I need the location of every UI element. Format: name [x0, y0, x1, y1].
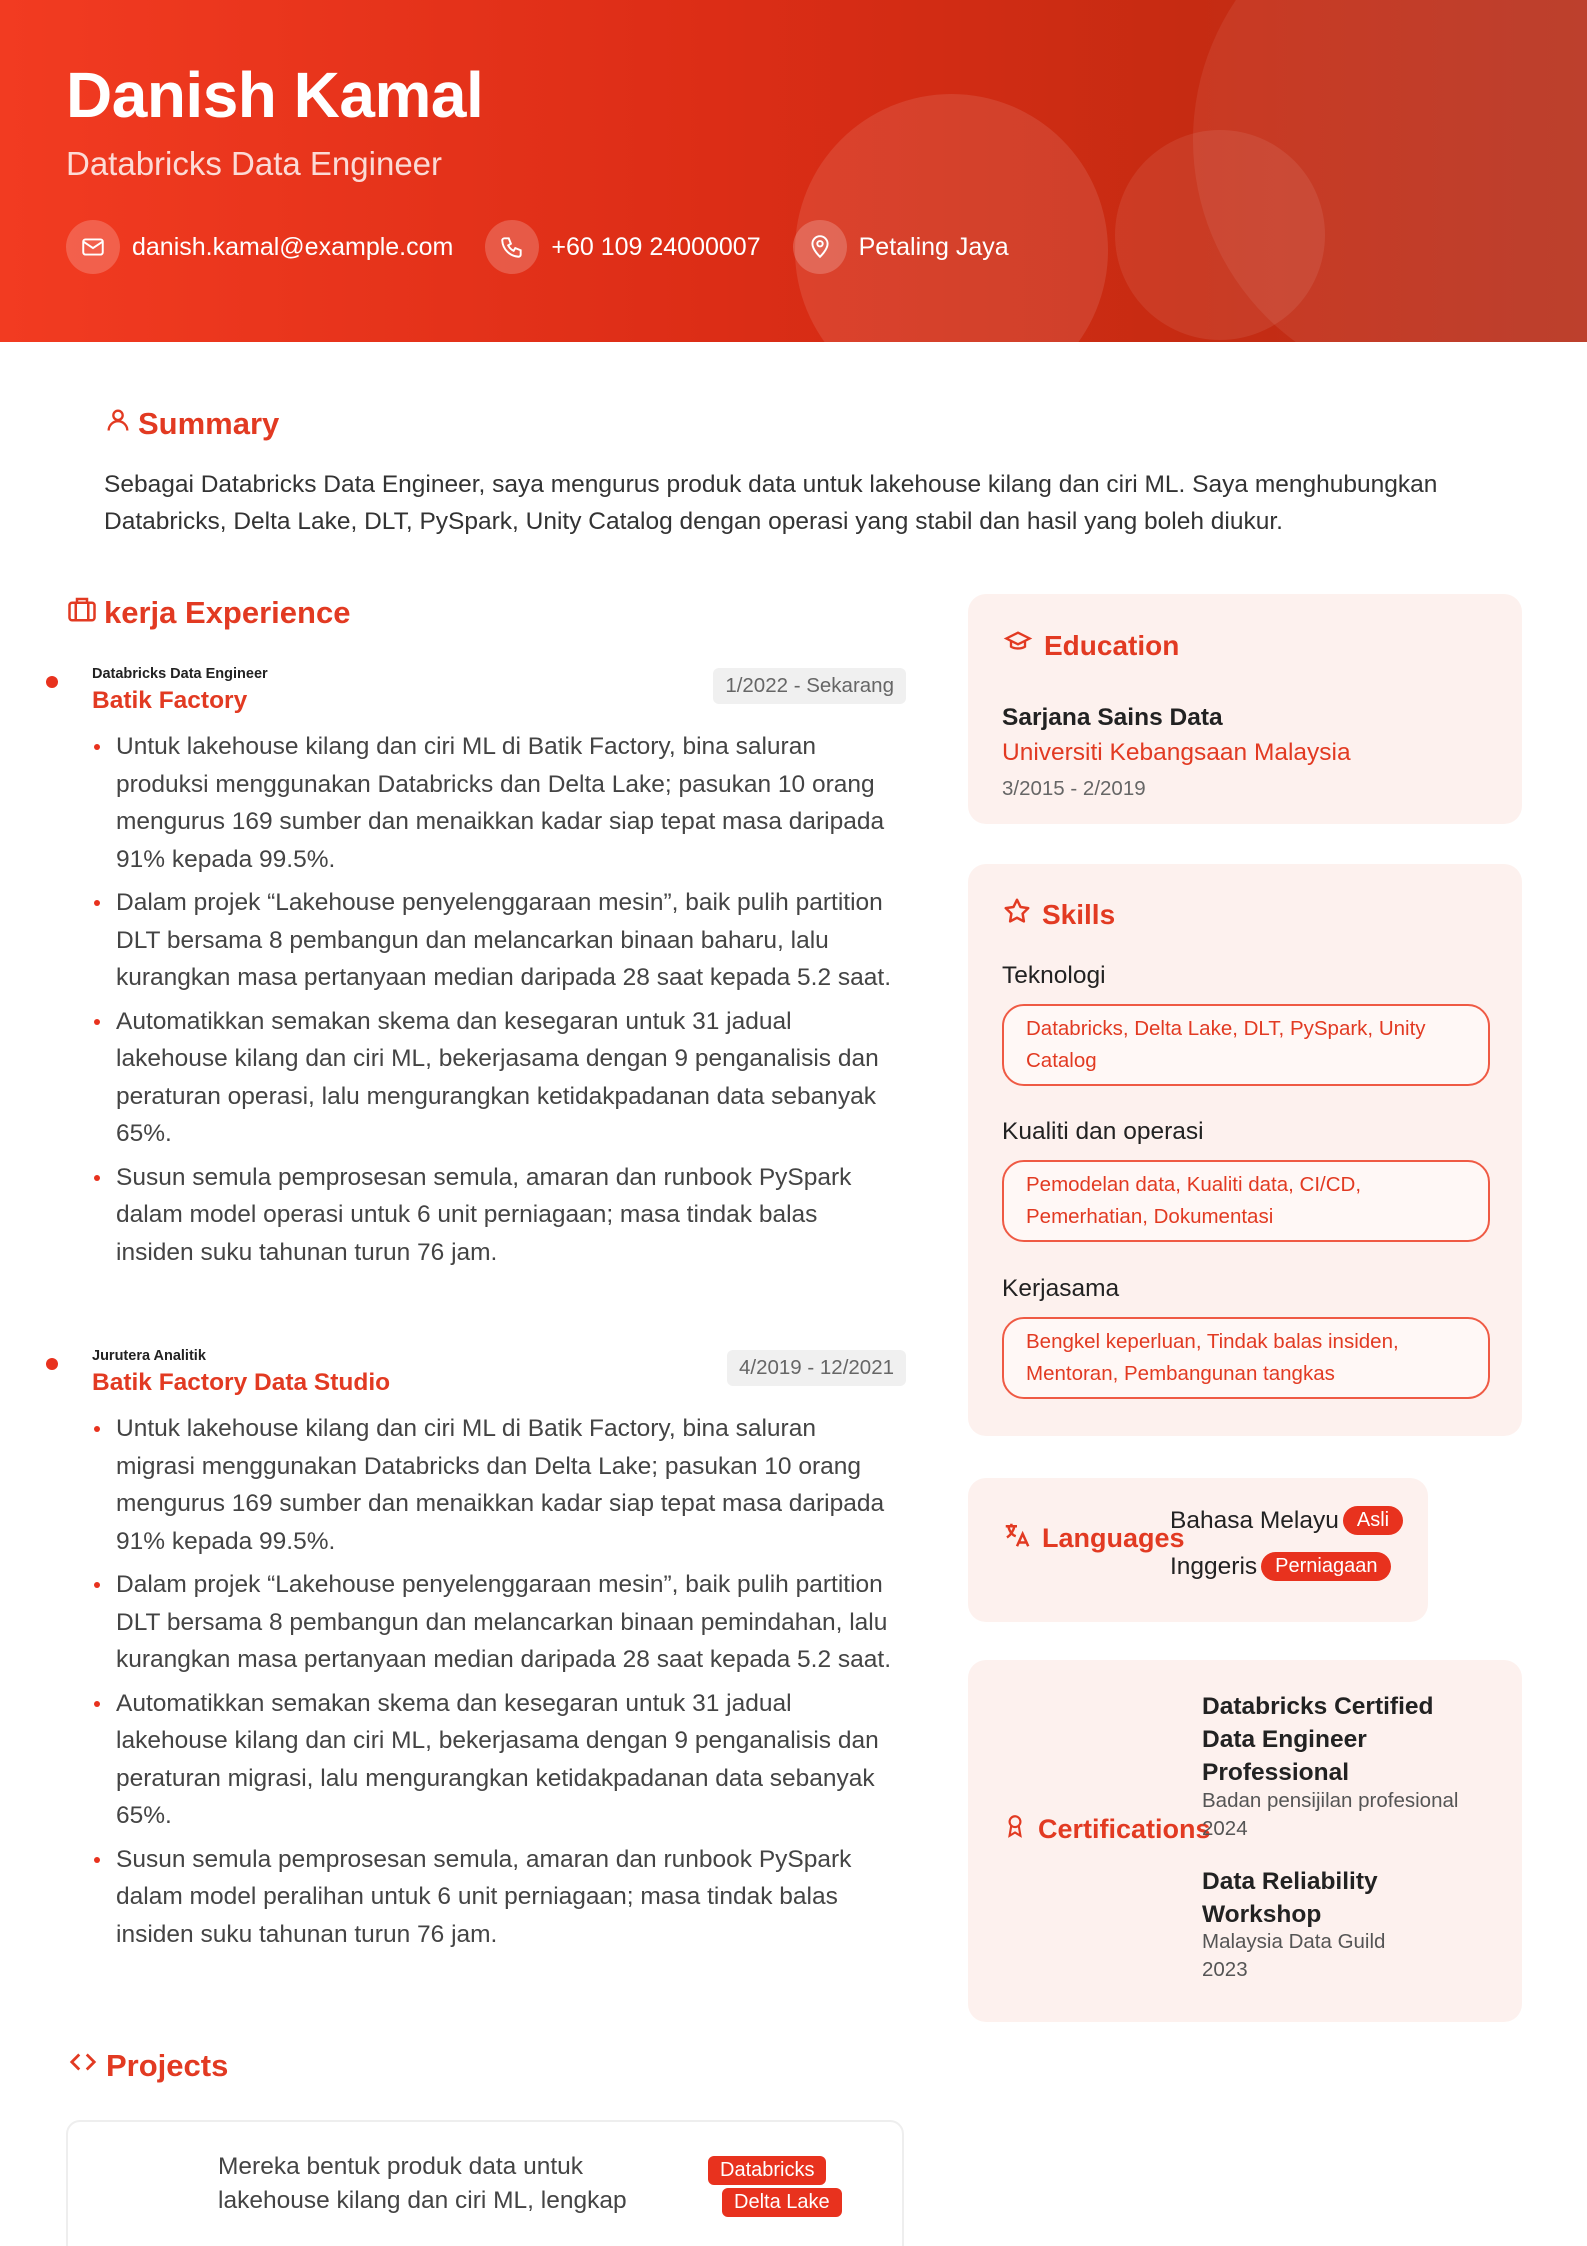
- job-bullet: Untuk lakehouse kilang dan ciri ML di Batik Factory, bina saluran produksi menggunakan Databricks dan Delta Lake; pasukan 10 orang mengurus 169 sumber dan menaikkan kadar siap tepat masa daripada 91% kepada 99.5%.: [92, 728, 892, 878]
- timeline-dot: [46, 676, 58, 688]
- job-entry: [46, 665, 906, 1315]
- skills-heading: Skills: [1002, 896, 1115, 933]
- job-bullet: Untuk lakehouse kilang dan ciri ML di Batik Factory, bina saluran migrasi menggunakan Databricks dan Delta Lake; pasukan 10 orang mengurus 169 sumber dan menaikkan kadar siap tepat masa daripada 91% kepada 99.5%.: [92, 1410, 892, 1560]
- certification-issuer: Badan pensijilan profesional: [1202, 1789, 1459, 1812]
- summary-heading: Summary: [104, 406, 279, 442]
- language-item: [1170, 1506, 1403, 1535]
- location-text: Petaling Jaya: [858, 232, 1009, 261]
- decorative-circle: [795, 94, 1108, 342]
- job-role: Databricks Data Engineer: [92, 666, 268, 682]
- contact-phone[interactable]: [485, 220, 760, 274]
- certifications-card: [968, 1660, 1522, 2022]
- job-entry: [46, 1347, 906, 1997]
- job-dates: 4/2019 - 12/2021: [727, 1350, 906, 1386]
- certification-name: Databricks Certified Data Engineer Professional: [1202, 1693, 1434, 1786]
- project-card: [66, 2120, 904, 2246]
- skill-category: Kerjasama: [1002, 1275, 1120, 1302]
- skills-card: [968, 864, 1522, 1436]
- languages-heading: Languages: [1002, 1520, 1185, 1557]
- languages-card: [968, 1478, 1428, 1622]
- education-degree: Sarjana Sains Data: [1002, 704, 1223, 731]
- job-bullet: Dalam projek “Lakehouse penyelenggaraan mesin”, baik pulih partition DLT bersama 8 pembangun dan melancarkan binaan baharu, lalu kurangkan masa pertanyaan median daripada 28 saat kepada 5.2 saat.: [92, 884, 892, 997]
- job-bullet: Susun semula pemprosesan semula, amaran dan runbook PySpark dalam model peralihan untuk 6 unit perniagaan; masa tindak balas insiden suku tahunan turun 76 jam.: [92, 1841, 892, 1954]
- location-pin-icon: [793, 220, 847, 274]
- experience-heading: kerja Experience: [66, 594, 350, 632]
- job-company: Batik Factory Data Studio: [92, 1369, 391, 1396]
- decorative-circle: [1193, 0, 1587, 342]
- education-dates: 3/2015 - 2/2019: [1002, 777, 1146, 800]
- summary-text: Sebagai Databricks Data Engineer, saya mengurus produk data untuk lakehouse kilang dan ciri ML. Saya menghubungkan Databricks, Delta Lake, DLT, PySpark, Unity Catalog dengan operasi yang stabil dan hasil yang boleh diukur.: [104, 471, 1438, 535]
- skill-list: Bengkel keperluan, Tindak balas insiden, Mentoran, Pembangunan tangkas: [1002, 1317, 1490, 1399]
- certifications-heading: Certifications: [1002, 1810, 1211, 1849]
- candidate-name: Danish Kamal: [66, 59, 484, 131]
- contact-list: [66, 220, 1041, 274]
- candidate-role: Databricks Data Engineer: [66, 145, 443, 182]
- language-item: [1170, 1552, 1391, 1581]
- skill-category: Teknologi: [1002, 962, 1106, 989]
- language-level-badge: Perniagaan: [1261, 1552, 1391, 1581]
- job-bullet: Automatikkan semakan skema dan kesegaran untuk 31 jadual lakehouse kilang dan ciri ML, bekerjasama dengan 9 penganalisis dan peraturan operasi, lalu mengurangkan ketidakpadanan data sebanyak 65%.: [92, 1003, 892, 1153]
- certification-name: Data Reliability Workshop: [1202, 1868, 1378, 1928]
- skill-list: Databricks, Delta Lake, DLT, PySpark, Unity Catalog: [1002, 1004, 1490, 1086]
- language-name: Bahasa Melayu: [1170, 1506, 1339, 1534]
- education-school: Universiti Kebangsaan Malaysia: [1002, 739, 1351, 766]
- language-level-badge: Asli: [1343, 1506, 1403, 1535]
- project-tag: Databricks: [708, 2156, 826, 2185]
- language-name: Inggeris: [1170, 1552, 1258, 1580]
- code-icon: [66, 2047, 106, 2085]
- user-icon: [104, 406, 138, 442]
- certification-year: 2023: [1202, 1958, 1248, 1981]
- certification-year: 2024: [1202, 1817, 1248, 1840]
- resume-header: [0, 0, 1587, 342]
- job-bullets: [92, 728, 892, 1277]
- skill-list: Pemodelan data, Kualiti data, CI/CD, Pemerhatian, Dokumentasi: [1002, 1160, 1490, 1242]
- education-heading: Education: [1002, 628, 1179, 663]
- job-bullets: [92, 1410, 892, 1959]
- job-bullet: Susun semula pemprosesan semula, amaran dan runbook PySpark dalam model operasi untuk 6 unit perniagaan; masa tindak balas insiden suku tahunan turun 76 jam.: [92, 1159, 892, 1272]
- award-ribbon-icon: [1002, 1810, 1038, 1849]
- phone-text: +60 109 24000007: [551, 232, 761, 261]
- skill-category: Kualiti dan operasi: [1002, 1118, 1204, 1145]
- projects-heading: Projects: [66, 2047, 228, 2085]
- timeline-dot: [46, 1358, 58, 1370]
- project-description: Mereka bentuk produk data untuk lakehouse kilang dan ciri ML, lengkap: [218, 2153, 627, 2214]
- graduation-cap-icon: [1002, 628, 1044, 663]
- job-role: Jurutera Analitik: [92, 1348, 206, 1364]
- job-bullet: Dalam projek “Lakehouse penyelenggaraan mesin”, baik pulih partition DLT bersama 8 pembangun dan melancarkan binaan pemindahan, lalu kurangkan masa pertanyaan median daripada 28 saat kepada 5.2 saat.: [92, 1566, 892, 1679]
- contact-location: [793, 220, 1009, 274]
- job-bullet: Automatikkan semakan skema dan kesegaran untuk 31 jadual lakehouse kilang dan ciri ML, bekerjasama dengan 9 penganalisis dan peraturan migrasi, lalu mengurangkan ketidakpadanan data sebanyak 65%.: [92, 1685, 892, 1835]
- contact-email[interactable]: [66, 220, 453, 274]
- education-card: [968, 594, 1522, 824]
- briefcase-icon: [66, 594, 104, 632]
- job-dates: 1/2022 - Sekarang: [713, 668, 906, 704]
- translate-icon: [1002, 1520, 1042, 1557]
- phone-icon: [485, 220, 539, 274]
- email-text: danish.kamal@example.com: [132, 232, 454, 261]
- job-company: Batik Factory: [92, 687, 248, 714]
- star-icon: [1002, 896, 1042, 933]
- certification-issuer: Malaysia Data Guild: [1202, 1930, 1386, 1953]
- mail-icon: [66, 220, 120, 274]
- project-tag: Delta Lake: [722, 2188, 842, 2217]
